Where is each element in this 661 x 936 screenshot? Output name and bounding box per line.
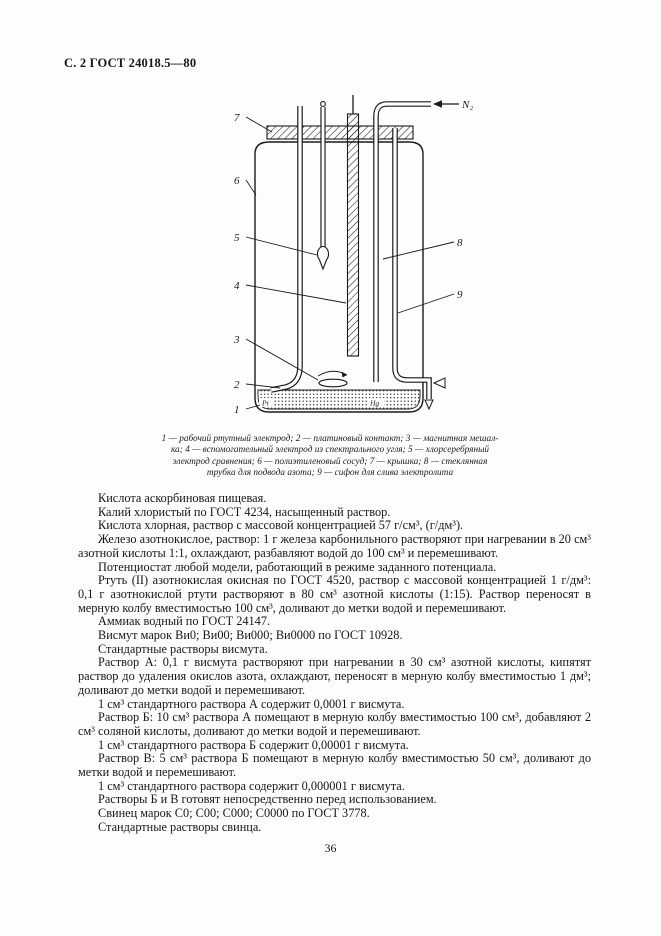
paragraph: Кислота аскорбиновая пищевая.	[98, 491, 267, 505]
paragraph: Аммиак водный по ГОСТ 24147.	[98, 614, 271, 629]
figure-caption-line: трубка для подвода азота; 9 — сифон для слива электролита	[206, 467, 454, 478]
body-text	[78, 492, 591, 835]
callout-7	[234, 112, 272, 132]
paragraph: 1 см³ стандартного раствора Б содержит 0,00001 г висмута.	[98, 737, 409, 752]
pt-label: Pt	[262, 398, 269, 408]
figure-caption-line: электрод сравнения; 6 — полиэтиленовый сосуд; 7 — крышка; 8 — стеклянная	[172, 456, 488, 467]
callout-5	[234, 232, 317, 255]
paragraph: Растворы Б и В готовят непосредственно перед использованием.	[98, 792, 437, 807]
figure-caption-line: ка; 4 — вспомогательный электрод из спектрального угля; 5 — хлорсеребряный	[170, 445, 490, 456]
paragraph: Раствор Б: 10 см³ раствора А помещают в мерную колбу вместимостью 100 см³, добавляют 2 см³ соляной кислоты, доливают до метки водой и перемешивают.	[78, 710, 591, 738]
paragraph: 1 см³ стандартного раствора А содержит 0,0001 г висмута.	[98, 696, 405, 711]
callout-7-number: 7	[234, 112, 240, 124]
paragraph: Раствор А: 0,1 г висмута растворяют при нагревании в 30 см³ азотной кислоты, кипятят раствор до удаления окислов азота, охлаждают, переносят в мерную колбу вместимостью 1 дм³; доливают до метки водой и перемешивают.	[78, 655, 591, 697]
figure-caption	[130, 434, 530, 479]
mercury-pool	[258, 390, 420, 409]
callout-2-number: 2	[234, 379, 240, 391]
siphon-tube	[395, 128, 429, 399]
callout-8-number: 8	[457, 237, 463, 249]
page-number: 36	[324, 841, 337, 855]
hg-label: Hg	[370, 398, 380, 408]
callout-1-number: 1	[234, 404, 240, 416]
paragraph: 1 см³ стандартного раствора содержит 0,000001 г висмута.	[98, 778, 405, 793]
page-header: С. 2 ГОСТ 24018.5—80	[64, 56, 197, 70]
callout-5-number: 5	[234, 232, 240, 244]
nitrogen-arrow	[433, 100, 459, 108]
callout-3-number: 3	[234, 334, 240, 346]
paragraph: Стандартные растворы висмута.	[98, 641, 268, 656]
figure-caption-line: 1 — рабочий ртутный электрод; 2 — платиновый контакт; 3 — магнитная мешал-	[161, 434, 499, 444]
paragraph: Висмут марок Ви0; Ви00; Ви000; Ви0000 по ГОСТ 10928.	[98, 628, 403, 643]
callout-1	[234, 404, 260, 416]
apparatus-figure	[225, 92, 475, 427]
auxiliary-electrode-rod	[348, 95, 359, 356]
lid	[267, 126, 413, 139]
paragraph: Железо азотнокислое, раствор: 1 г железа карбонильного растворяют при нагревании в 20 см³ азотной кислоты 1:1, охлаждают, разбавляют водой до 100 см³ и перемешивают.	[78, 532, 591, 560]
paragraph: Кислота хлорная, раствор с массовой концентрацией 57 г/см³, (г/дм³).	[98, 518, 464, 533]
callout-9-number: 9	[457, 289, 463, 301]
paragraph: Ртуть (II) азотнокислая окисная по ГОСТ 4520, раствор с массовой концентрацией 1 г/дм³: 0,1 г азотнокислой ртути растворяют в 80 см³ азотной кислоты (1:15). Раствор переносят в мерную колбу вместимостью 100 см³, доливают до метки водой и перемешивают.	[78, 573, 591, 615]
callout-4-number: 4	[234, 280, 240, 292]
nitrogen-label: N₂	[462, 99, 474, 111]
callout-4	[234, 280, 346, 303]
callout-3	[233, 334, 318, 380]
paragraph: Раствор В: 5 см³ раствора Б помещают в мерную колбу вместимостью 50 см³, доливают до метки водой и перемешивают.	[78, 751, 591, 780]
paragraph: Свинец марок С0; С00; С000; С0000 по ГОСТ 3778.	[98, 806, 370, 821]
paragraph: Стандартные растворы свинца.	[98, 819, 262, 834]
paragraph: Потенциостат любой модели, работающий в режиме заданного потенциала.	[98, 559, 497, 574]
callout-9	[398, 289, 463, 313]
callout-6	[234, 175, 256, 195]
callout-6-number: 6	[234, 175, 240, 187]
magnetic-stirrer	[318, 371, 347, 387]
working-electrode-tube	[271, 106, 300, 390]
paragraph: Калий хлористый по ГОСТ 4234, насыщенный раствор.	[98, 504, 391, 519]
